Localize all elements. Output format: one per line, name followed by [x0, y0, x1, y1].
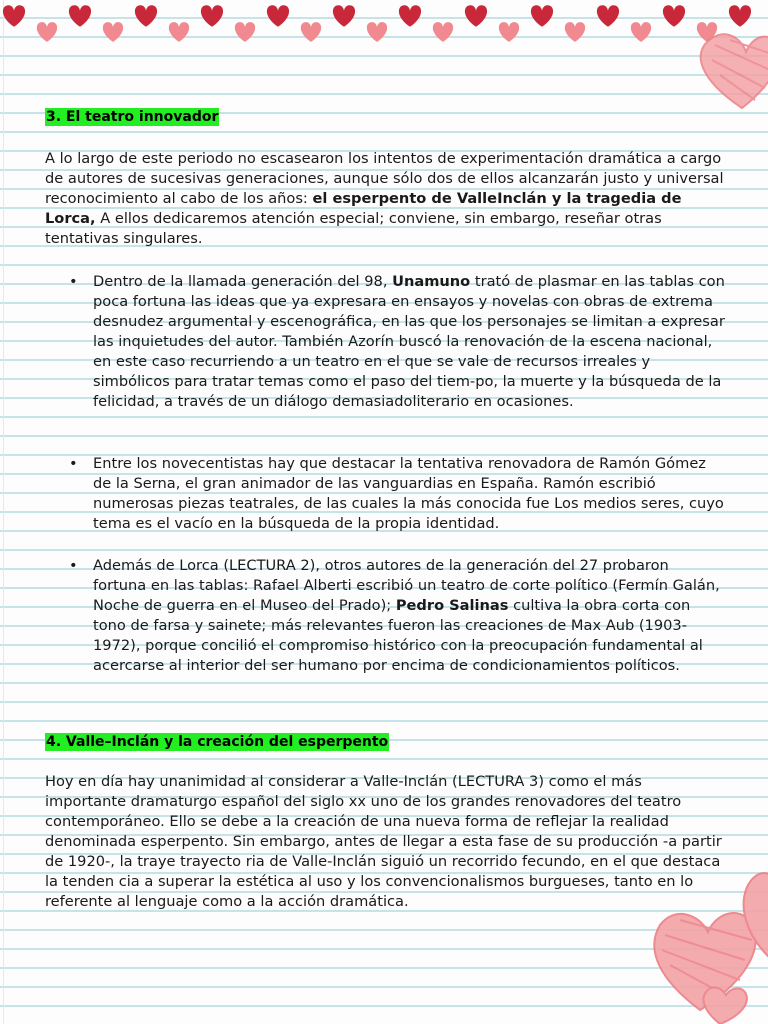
section-3-bullet-2 — [45, 454, 725, 534]
heart-icon — [367, 22, 387, 42]
heart-icon — [663, 5, 685, 27]
heart-icon — [333, 5, 355, 27]
section-3 — [45, 107, 725, 127]
heart-icon — [3, 5, 25, 27]
list-item-text-end: cultiva la obra corta con tono de farsa y sainete; más relevantes fueron las creaciones de Max Aub (1903-1972), porque concilió el compromiso histórico con la preocupación fundamental al acercarse al interior del ser humano por encima de condicionamientos políticos. — [93, 597, 703, 674]
heart-icon — [301, 22, 321, 42]
intro-bold-text: el esperpento de ValleInclán y la tragedia de Lorca, — [45, 190, 682, 227]
bullet-marker: • — [69, 557, 78, 574]
heart-icon — [631, 22, 651, 42]
section-4-paragraph: Hoy en día hay unanimidad al considerar a Valle-Inclán (LECTURA 3) como el más importante dramaturgo español del siglo xx uno de los grandes renovadores del teatro contemporáneo. Ello se debe a la creación de una nueva forma de reflejar la realidad denominada esperpento. Sin embargo, antes de llegar a esta fase de su producción -a partir de 1920-, la traye trayecto ria de Valle-Inclán siguió un recorrido fecundo, en el que destaca la tenden cia a superar la estética al uso y los convencionalismos burgueses, tanto en lo referente al lenguaje como a la acción dramática. — [45, 773, 722, 910]
margin-line — [3, 0, 4, 1024]
section-3-intro — [45, 149, 725, 249]
list-item — [45, 454, 725, 534]
list-item-text-end: trató de plasmar en las tablas con poca fortuna las ideas que ya expresara en ensayos y novelas con obras de extrema desnudez argumental y escenográfica, en las que los personajes se limitan a expresar las inquietudes del autor. También Azorín buscó la renovación de la escena nacional, en este caso recurriendo a un teatro en el que se vale de recursos irreales y simbólicos para tratar temas como el paso del tiem-po, la muerte y la búsqueda de la felicidad, a través de un diálogo demasiadoliterario en ocasiones. — [93, 273, 725, 410]
list-item-text: Dentro de la llamada generación del 98, — [93, 273, 393, 290]
intro-paragraph — [45, 149, 725, 249]
section-4-heading: 4. Valle–Inclán y la creación del esperpento — [46, 734, 389, 750]
heart-icon — [135, 5, 157, 27]
heart-icon — [399, 5, 421, 27]
section-3-bullet-3 — [45, 556, 725, 676]
intro-text-end: A ellos dedicaremos atención especial; conviene, sin embargo, reseñar otras tentativas singulares. — [45, 210, 662, 247]
heart-icon — [103, 22, 123, 42]
section-3-heading: 3. El teatro innovador — [46, 109, 219, 125]
section-4-body — [45, 772, 725, 912]
heart-icon — [565, 22, 585, 42]
list-item-text: Entre los novecentistas hay que destacar la tentativa renovadora de Ramón Gómez de la Serna, el gran animador de las vanguardias en España. Ramón escribió numerosas piezas teatrales, de las cuales la más conocida fue Los medios seres, cuyo tema es el vacío en la búsqueda de la propia identidad. — [93, 455, 724, 532]
heart-icon — [267, 5, 289, 27]
list-item-bold-text: Unamuno — [392, 273, 471, 290]
list-item-text: Además de Lorca (LECTURA 2), otros autores de la generación del 27 probaron fortuna en las tablas: Rafael Alberti escribió un teatro de corte político (Fermín Galán, Noche de guerra en el Museo del Prado); — [93, 557, 720, 614]
intro-text: A lo largo de este periodo no escasearon los intentos de experimentación dramática a cargo de autores de sucesivas generaciones, aunque sólo dos de ellos alcanzarán justo y universal reconocimiento al cabo de los años: — [45, 150, 724, 207]
list-item-bold-text: Pedro Salinas — [395, 597, 509, 614]
heart-icon — [697, 22, 717, 42]
heart-icon — [465, 5, 487, 27]
heart-icon — [499, 22, 519, 42]
heart-icon — [37, 22, 57, 42]
heart-icon — [201, 5, 223, 27]
heart-icon — [69, 5, 91, 27]
section-3-bullet-1 — [45, 272, 725, 412]
list-item — [45, 556, 725, 676]
list-item — [45, 272, 725, 412]
hearts-border — [0, 0, 768, 54]
bullet-marker: • — [69, 455, 78, 472]
heart-icon — [597, 5, 619, 27]
heart-icon — [531, 5, 553, 27]
heart-icon — [433, 22, 453, 42]
heart-icon — [235, 22, 255, 42]
bullet-marker: • — [69, 273, 78, 290]
heart-icon — [729, 5, 751, 27]
section-4 — [45, 732, 725, 752]
heart-icon — [169, 22, 189, 42]
